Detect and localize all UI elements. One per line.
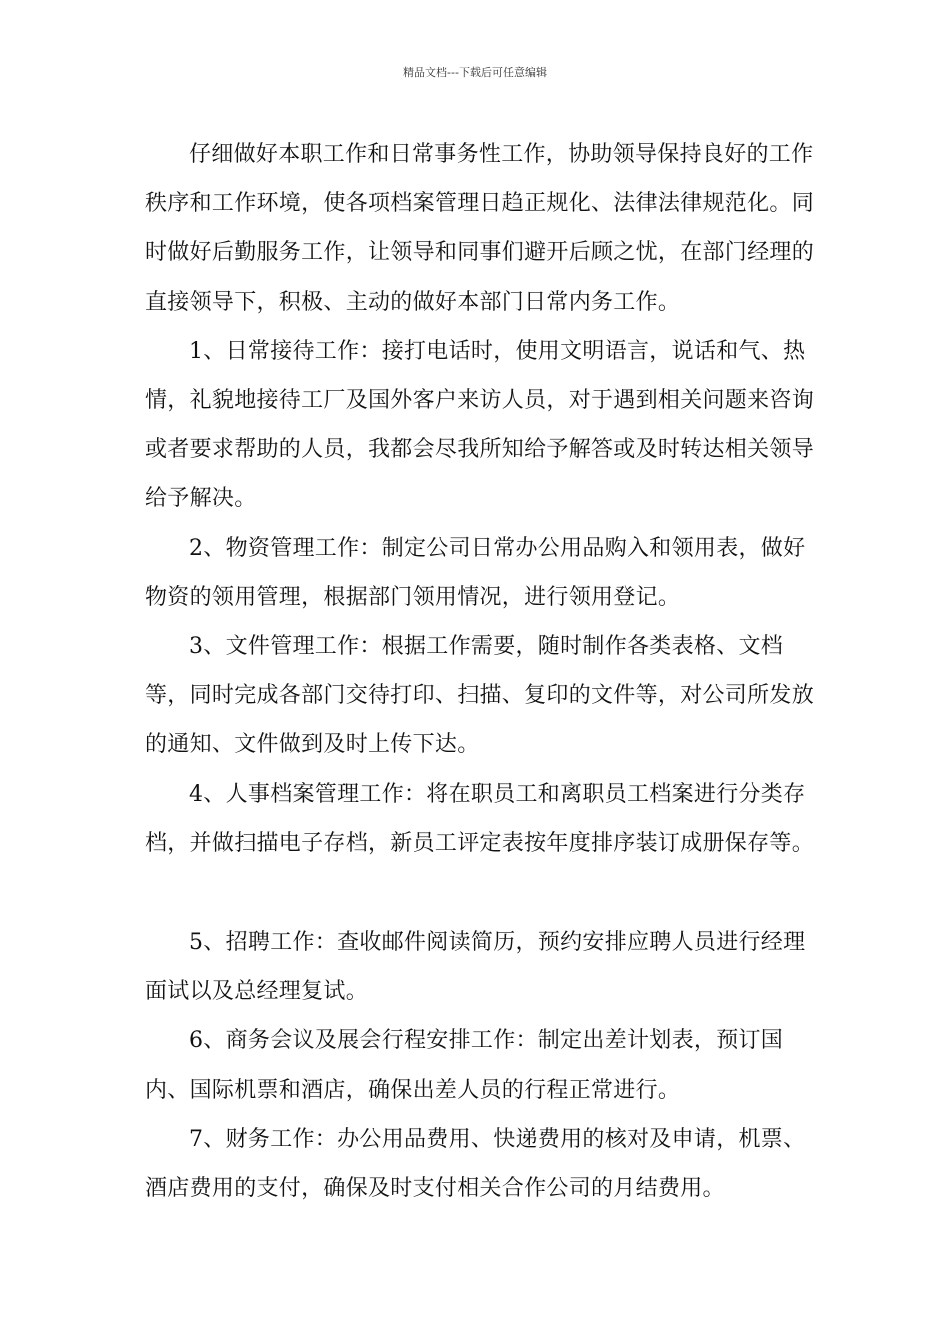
paragraph-item-5: 5、招聘工作：查收邮件阅读简历，预约安排应聘人员进行经理面试以及总经理复试。 <box>145 930 806 1005</box>
paragraph-intro: 仔细做好本职工作和日常事务性工作，协助领导保持良好的工作秩序和工作环境，使各项档案管理日趋正规化、法律法律规范化。同时做好后勤服务工作，让领导和同事们避开后顾之忧，在部门经理的直接领导下，积极、主动的做好本部门日常内务工作。 <box>145 142 815 315</box>
page-header: 精品文档---下载后可任意编辑 <box>403 66 547 79</box>
paragraph-item-1: 1、日常接待工作：接打电话时，使用文明语言，说话和气、热情，礼貌地接待工厂及国外客户来访人员，对于遇到相关问题来咨询或者要求帮助的人员，我都会尽我所知给予解答或及时转达相关领导给予解决。 <box>145 338 815 512</box>
paragraph-item-3: 3、文件管理工作：根据工作需要，随时制作各类表格、文档等，同时完成各部门交待打印、扫描、复印的文件等，对公司所发放的通知、文件做到及时上传下达。 <box>145 634 815 758</box>
paragraph-item-2: 2、物资管理工作：制定公司日常办公用品购入和领用表，做好物资的领用管理，根据部门领用情况，进行领用登记。 <box>145 535 806 610</box>
paragraph-item-4: 4、人事档案管理工作：将在职员工和离职员工档案进行分类存档，并做扫描电子存档，新员工评定表按年度排序装订成册保存等。 <box>145 781 815 856</box>
document-body <box>145 130 815 1213</box>
paragraph-item-7: 7、财务工作：办公用品费用、快递费用的核对及申请，机票、酒店费用的支付，确保及时支付相关合作公司的月结费用。 <box>145 1126 806 1202</box>
paragraph-spacer <box>145 868 815 918</box>
paragraph-item-6: 6、商务会议及展会行程安排工作：制定出差计划表，预订国内、国际机票和酒店，确保出差人员的行程正常进行。 <box>145 1028 784 1103</box>
